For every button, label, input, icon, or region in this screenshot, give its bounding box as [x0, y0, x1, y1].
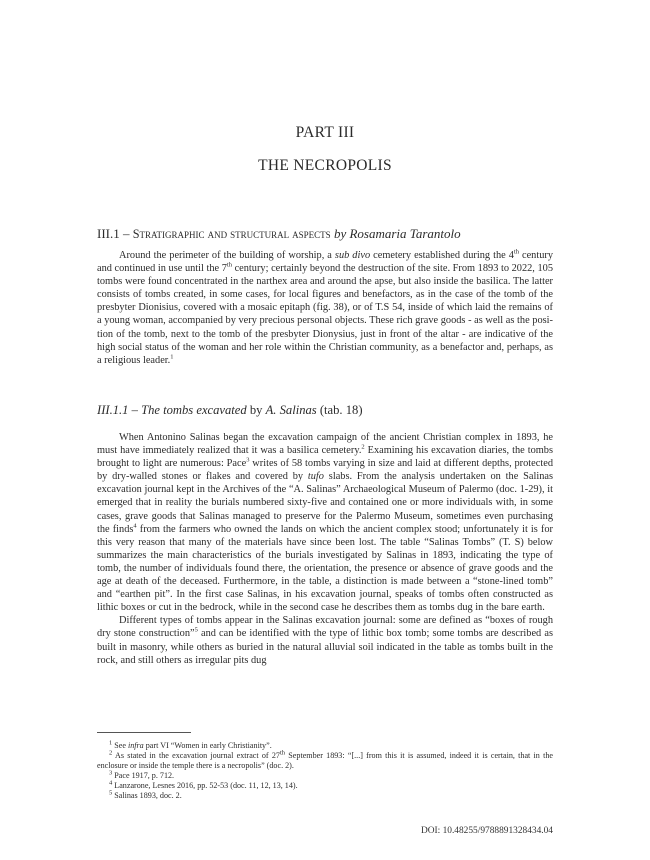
part-title: THE NECROPOLIS [258, 157, 392, 174]
part-label: PART III [295, 124, 355, 141]
subsection-author: A. Salinas [265, 403, 317, 417]
footnote-4: $^4$ Lanzarone, Lesnes 2016, pp. 52-53 (doc. 11, 12, 13, 14). [109, 779, 298, 790]
footnote-2: $^2$ As stated in the excavation journal extract of 27th September 1893: “[...] from this it is assumed, indeed it is certain, that in the enclosure or inside the temple there is a necropolis” (doc. 2). [97, 749, 553, 770]
footnote-ref[interactable]: 4 [133, 522, 137, 530]
section-heading: III.1 – Stratigraphic and structural aspects by Rosamaria Tarantolo [97, 226, 461, 241]
footnote-3: $^3$ Pace 1917, p. 712. [109, 769, 175, 780]
footnote-ref[interactable]: 2 [361, 443, 365, 451]
doi-identifier: DOI: 10.48255/9788891328434.04 [420, 826, 553, 836]
paragraph-2: When Antonino Salinas began the excavation campaign of the ancient Christian complex in 1893, he must have immediately realized that it was a basilica cemetery.$^2$ Examining his excavation diaries, the tombs brought to light are numerous: Pace$^3$ writes of 58 tombs varying in size and laid at different depths, protected by dry-walled stones or flakes and covered by tufo slabs. From the analysis undertaken on the Salinas excavation journal kept in the Archives of the “A. Salinas” Archaeological Museum of Palermo (doc. 1-29), it emerged that in reality the burials numbered sixty-five and contained one or more individuals with, in some cases, grave goods that Salinas managed to preserve for the Palermo Museum, sometimes even purchasing the finds$^4$ from the farmers who owned the lands on which the ancient complex stood; unfortunately it is for this very reason that many of the materials have since been lost. The table “Salinas Tombs” (T. S) below summarizes the main characteristics of the burials investigated by Salinas in 1893, indicating the type of tomb, the number of individuals found there, the orientation, the presence or absence of grave goods and the age at death of the deceased. Furthermore, in the table, a distinction is made between a “stone-lined tomb” and “earthen pit”. In the first case Salinas, in his excavation journal, speaks of tombs often constructed as lithic boxes or cut in the bedrock, while in the second case he describes them as tombs dug in the bare earth. Different types of tombs appear in the Salinas excavation journal: some are defined as “boxes of rough dry stone construction”$^5$ and can be identified with the type of lithic box tomb; some tombs are described as built in masonry, while others as buried in the natural alluvial soil indicated in the table as tombs built in the rock, and still others as irregular pits dug [97, 432, 553, 666]
section-title: Stratigraphic and structural aspects [132, 227, 331, 241]
footnote-divider [97, 732, 191, 733]
footnote-ref[interactable]: 5 [194, 626, 198, 634]
subsection-number: III.1.1 [97, 403, 129, 417]
footnote-ref[interactable]: 3 [246, 456, 250, 464]
paragraph-1: Around the perimeter of the building of worship, a sub divo cemetery established during the 4th century and continued in use until the 7th century; certainly beyond the destruction of the site. From 1893 to 2022, 105 tombs were found concentrated in the narthex area and around the apse, but also inside the basilica. The latter consists of tombs created, in some cases, for local figures and benefactors, as in the case of the tomb of the presbyter Dionisius, covered with a mosaic epitaph (fig. 38), or of T.S 54, inside of which laid the remains of a young woman, accompanied by very precious personal objects. These rich grave goods - as well as the position of the tomb, next to the tomb of the presbyter Dionysius, just in front of the altar - are indicative of the high social status of the woman and her role within the Christian community, as a benefactor and, perhaps, as a religious leader.$^1$ [97, 248, 554, 366]
subsection-heading: III.1.1 – The tombs excavated by A. Salinas (tab. 18) [97, 403, 363, 417]
footnotes [97, 741, 553, 801]
section-author: Rosamaria Tarantolo [349, 226, 461, 241]
footnote-ref[interactable]: 1 [170, 353, 174, 361]
footnote-5: $^5$ Salinas 1893, doc. 2. [109, 789, 182, 800]
paragraph-3: Different types of tombs appear in the Salinas excavation journal: some are defined as “boxes of rough dry stone construction”$^5$ and can be identified with the type of lithic box tomb; some tombs are described as built in masonry, while others as buried in the natural alluvial soil indicated in the table as tombs built in the rock, and still others as irregular pits dug [97, 615, 553, 666]
table-reference: (tab. 18) [319, 403, 363, 417]
section-number: III.1 [97, 226, 120, 241]
subsection-title: The tombs excavated [141, 403, 247, 417]
footnote-1: $^1$ See infra part VI “Women in early Christianity”. [109, 739, 272, 750]
